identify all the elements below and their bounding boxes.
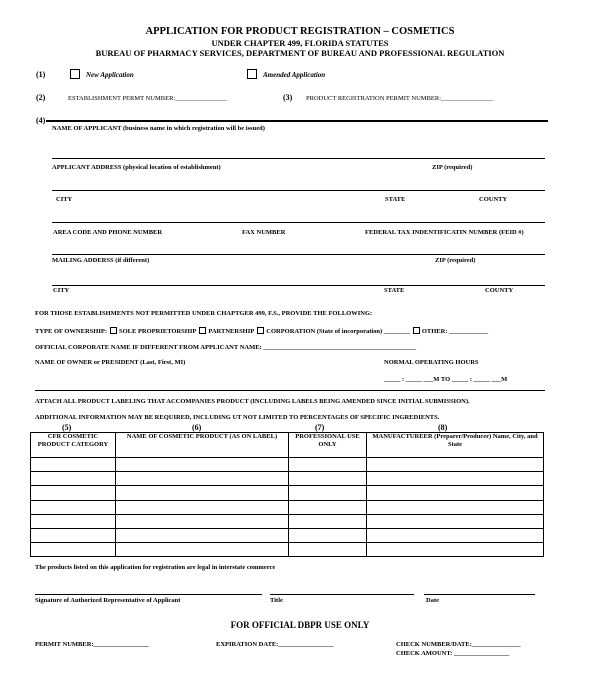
zip-label: ZIP (required) bbox=[432, 164, 473, 171]
establishment-permit-number-field[interactable]: ESTABLISHMENT PERMT NUMBER:________________ bbox=[68, 95, 228, 102]
table-cell[interactable] bbox=[289, 472, 367, 486]
table-row bbox=[31, 528, 544, 542]
column-number-7: (7) bbox=[315, 423, 325, 432]
partnership-label: PARTNERSHIP bbox=[208, 328, 255, 335]
check-number-date-field[interactable]: CHECK NUMBER/DATE:_______________ bbox=[396, 641, 521, 648]
form-subtitle-statute: UNDER CHAPTER 499, FLORIDA STATUTES bbox=[211, 38, 389, 48]
table-cell[interactable] bbox=[367, 458, 544, 472]
owner-president-label: NAME OF OWNER or PRESIDENT (Last, First, MI) bbox=[35, 359, 186, 366]
table-cell[interactable] bbox=[116, 543, 289, 557]
name-of-applicant-label: NAME OF APPLICANT (business name in which registration will be issued) bbox=[52, 125, 265, 132]
new-application-checkbox[interactable] bbox=[70, 69, 80, 79]
ownership-row bbox=[35, 327, 488, 335]
title-line[interactable] bbox=[270, 594, 414, 595]
partnership-checkbox[interactable] bbox=[199, 327, 206, 334]
fax-number-label: FAX NUMBER bbox=[242, 229, 286, 236]
signature-label: Signature of Authorized Representative of Applicant bbox=[35, 597, 181, 604]
official-use-heading: FOR OFFICIAL DBPR USE ONLY bbox=[230, 620, 370, 630]
table-cell[interactable] bbox=[31, 514, 116, 528]
title-label: Title bbox=[270, 597, 283, 604]
applicant-address-line[interactable] bbox=[52, 158, 545, 159]
header-cfr-category: CFR COSMETIC PRODUCT CATEGORY bbox=[31, 433, 116, 458]
table-cell[interactable] bbox=[367, 472, 544, 486]
table-cell[interactable] bbox=[116, 472, 289, 486]
date-label: Date bbox=[426, 597, 439, 604]
other-checkbox[interactable] bbox=[413, 327, 420, 334]
interstate-commerce-statement: The products listed on this application for registration are legal in interstate commerce bbox=[35, 564, 276, 571]
section-4-number: (4) bbox=[36, 116, 46, 125]
new-application-label: New Application bbox=[86, 71, 134, 79]
table-cell[interactable] bbox=[289, 543, 367, 557]
table-cell[interactable] bbox=[289, 500, 367, 514]
section-1-number: (1) bbox=[36, 70, 46, 79]
county-label: COUNTY bbox=[479, 196, 508, 203]
mailing-address-label: MAILING ADDERSS (if different) bbox=[52, 257, 150, 264]
section-3-number: (3) bbox=[283, 93, 293, 102]
table-cell[interactable] bbox=[367, 486, 544, 500]
corporation-label: CORPORATION (State of incorporation) ________ bbox=[266, 328, 410, 335]
signature-line[interactable] bbox=[35, 594, 262, 595]
table-cell[interactable] bbox=[31, 528, 116, 542]
attach-labeling-instruction: ATTACH ALL PRODUCT LABELING THAT ACCOMPANIES PRODUCT (INCLUDING LABELS BEING AMENDED SINCE INITIAL SUBMISSION). bbox=[35, 398, 470, 405]
establishment-intro: FOR THOSE ESTABLISHMENTS NOT PERMITTED UNDER CHAPTGER 499, F.S., PROVIDE THE FOLLOWING: bbox=[35, 310, 373, 317]
city-label: CITY bbox=[56, 196, 73, 203]
table-cell[interactable] bbox=[116, 486, 289, 500]
applicant-name-line[interactable] bbox=[46, 120, 548, 122]
operating-hours-field[interactable]: _____ : _____ ___M TO _____ : _____ ___M bbox=[384, 376, 508, 383]
table-cell[interactable] bbox=[289, 528, 367, 542]
table-row bbox=[31, 543, 544, 557]
table-cell[interactable] bbox=[31, 486, 116, 500]
phone-number-label: AREA CODE AND PHONE NUMBER bbox=[53, 229, 163, 236]
phone-line[interactable] bbox=[52, 222, 545, 223]
additional-info-instruction: ADDITIONAL INFORMATION MAY BE REQUIRED, INCLUDING UT NOT LIMITED TO PERCENTAGES OF SPECIFIC INGREDIENTS. bbox=[35, 414, 440, 421]
other-label: OTHER: ____________ bbox=[421, 328, 489, 335]
header-manufacturer: MANUFACTUREER (Preparer/Producer) Name, City, and State bbox=[367, 433, 544, 458]
table-cell[interactable] bbox=[289, 514, 367, 528]
applicant-address-label: APPLICANT ADDRESS (physical location of establishment) bbox=[52, 164, 221, 171]
table-cell[interactable] bbox=[31, 472, 116, 486]
table-cell[interactable] bbox=[31, 500, 116, 514]
table-header-row bbox=[31, 433, 544, 458]
form-subtitle-bureau: BUREAU OF PHARMACY SERVICES, DEPARTMENT OF BUREAU AND PROFESSIONAL REGULATION bbox=[95, 48, 505, 58]
sole-proprietorship-checkbox[interactable] bbox=[110, 327, 117, 334]
city-line[interactable] bbox=[52, 190, 545, 191]
form-title: APPLICATION FOR PRODUCT REGISTRATION – COSMETICS bbox=[145, 26, 455, 37]
product-registration-permit-number-field[interactable]: PRODUCT REGISTRATION PERMIT NUMBER:________________ bbox=[306, 95, 494, 102]
table-row bbox=[31, 486, 544, 500]
column-number-6: (6) bbox=[192, 423, 202, 432]
table-cell[interactable] bbox=[31, 458, 116, 472]
date-line[interactable] bbox=[424, 594, 535, 595]
operating-hours-label: NORMAL OPERATING HOURS bbox=[384, 359, 479, 366]
amended-application-label: Amended Application bbox=[263, 71, 326, 79]
corporation-checkbox[interactable] bbox=[257, 327, 264, 334]
table-row bbox=[31, 458, 544, 472]
feid-label: FEDERAL TAX INDENTIFICATIN NUMBER (FEID #) bbox=[365, 229, 524, 236]
mailing-address-line[interactable] bbox=[52, 254, 545, 255]
table-cell[interactable] bbox=[289, 458, 367, 472]
table-cell[interactable] bbox=[31, 543, 116, 557]
ownership-label: TYPE OF OWNERSHIP: bbox=[35, 328, 107, 335]
product-table bbox=[30, 432, 544, 557]
state-label: STATE bbox=[385, 196, 406, 203]
table-cell[interactable] bbox=[367, 500, 544, 514]
table-cell[interactable] bbox=[116, 514, 289, 528]
table-cell[interactable] bbox=[116, 500, 289, 514]
county-label-mailing: COUNTY bbox=[485, 287, 514, 294]
header-product-name: NAME OF COSMETIC PRODUCT (AS ON LABEL) bbox=[116, 433, 289, 458]
table-row bbox=[31, 472, 544, 486]
column-number-5: (5) bbox=[62, 423, 72, 432]
table-cell[interactable] bbox=[116, 528, 289, 542]
official-corporate-name-field[interactable]: OFFICIAL CORPORATE NAME IF DIFFERENT FROM APPLICANT NAME: _______________________________________________ bbox=[35, 344, 417, 351]
table-cell[interactable] bbox=[289, 486, 367, 500]
amended-application-checkbox[interactable] bbox=[247, 69, 257, 79]
section-2-number: (2) bbox=[36, 93, 46, 102]
sole-proprietorship-label: SOLE PROPRIETORSHIP bbox=[119, 328, 197, 335]
zip-label-mailing: ZIP (required) bbox=[435, 257, 476, 264]
column-number-8: (8) bbox=[438, 423, 448, 432]
table-cell[interactable] bbox=[367, 543, 544, 557]
table-row bbox=[31, 500, 544, 514]
mailing-city-line[interactable] bbox=[52, 285, 545, 286]
permit-number-field[interactable]: PERMIT NUMBER:_________________ bbox=[35, 641, 149, 648]
table-cell[interactable] bbox=[116, 458, 289, 472]
state-label-mailing: STATE bbox=[384, 287, 405, 294]
expiration-date-field[interactable]: EXPIRATION DATE:_________________ bbox=[216, 641, 334, 648]
section-divider bbox=[35, 390, 545, 391]
city-label-mailing: CITY bbox=[53, 287, 70, 294]
table-row bbox=[31, 514, 544, 528]
check-amount-field[interactable]: CHECK AMOUNT: _________________ bbox=[396, 650, 510, 657]
header-professional-use: PROFESSIONAL USE ONLY bbox=[289, 433, 367, 458]
table-cell[interactable] bbox=[367, 514, 544, 528]
table-cell[interactable] bbox=[367, 528, 544, 542]
